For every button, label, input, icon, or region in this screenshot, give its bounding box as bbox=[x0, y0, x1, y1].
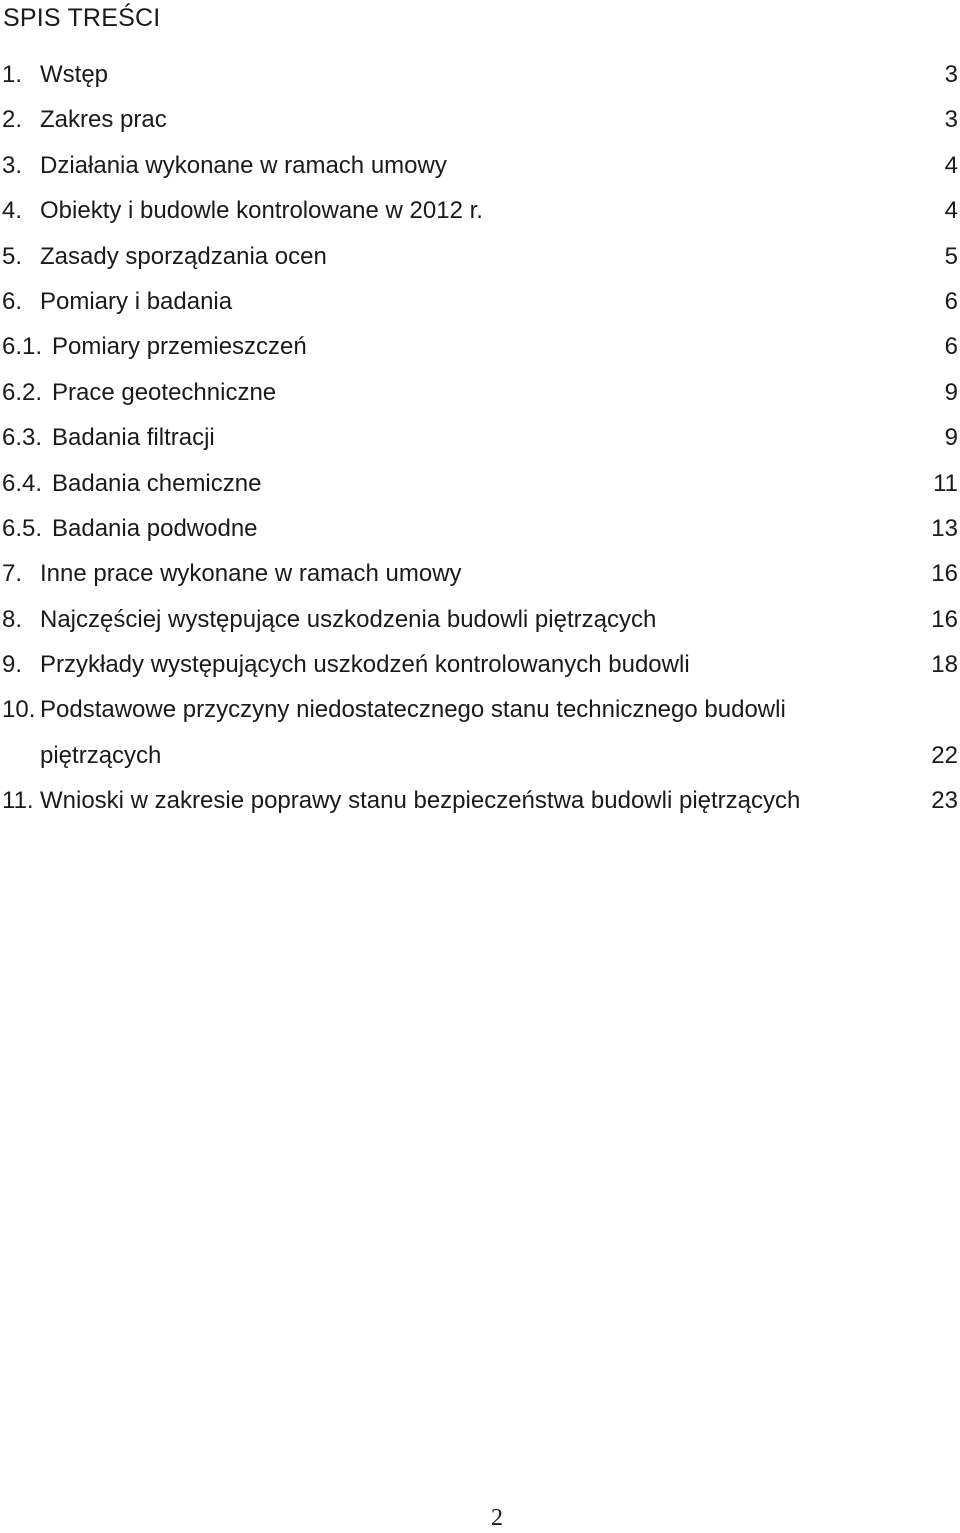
toc-entry-6-4[interactable] bbox=[0, 461, 960, 506]
toc-entry-2[interactable] bbox=[0, 97, 960, 142]
toc-entry-number: 6.4. bbox=[2, 469, 43, 497]
toc-entry-title: Badania chemiczne bbox=[52, 469, 262, 497]
toc-entry-1[interactable] bbox=[0, 52, 960, 97]
toc-entry-title: Zakres prac bbox=[40, 106, 167, 134]
page-title: SPIS TREŚCI bbox=[3, 4, 161, 32]
table-of-contents bbox=[0, 52, 960, 824]
toc-entry-number: 3. bbox=[2, 151, 23, 179]
toc-entry-number: 6.2. bbox=[2, 378, 43, 406]
toc-entry-7[interactable] bbox=[0, 551, 960, 596]
toc-entry-number: 6.3. bbox=[2, 424, 43, 452]
toc-entry-page: 13 bbox=[931, 514, 958, 542]
toc-entry-number: 7. bbox=[2, 560, 23, 588]
toc-entry-number: 10. bbox=[2, 696, 36, 724]
toc-entry-title: Zasady sporządzania ocen bbox=[40, 242, 327, 270]
toc-entry-title: Pomiary przemieszczeń bbox=[52, 333, 307, 361]
toc-entry-page: 18 bbox=[931, 651, 958, 679]
toc-entry-title: Najczęściej występujące uszkodzenia budowli piętrzących bbox=[40, 605, 657, 633]
toc-entry-page: 9 bbox=[944, 424, 958, 452]
toc-entry-page: 3 bbox=[944, 61, 958, 88]
toc-entry-4[interactable] bbox=[0, 188, 960, 233]
toc-entry-page: 5 bbox=[944, 242, 958, 270]
toc-entry-page: 22 bbox=[931, 741, 958, 769]
toc-entry-title: Przykłady występujących uszkodzeń kontrolowanych budowli bbox=[40, 651, 690, 679]
toc-entry-title: Podstawowe przyczyny niedostatecznego stanu technicznego budowli piętrzących bbox=[40, 696, 786, 769]
toc-entry-3[interactable] bbox=[0, 143, 960, 188]
toc-entry-number: 1. bbox=[2, 61, 23, 88]
toc-entry-page: 16 bbox=[931, 605, 958, 633]
toc-entry-number: 6. bbox=[2, 287, 23, 315]
toc-entry-page: 11 bbox=[933, 469, 958, 497]
toc-entry-10[interactable] bbox=[0, 687, 960, 778]
toc-entry-8[interactable] bbox=[0, 597, 960, 642]
toc-entry-title: Wstęp bbox=[40, 61, 109, 88]
toc-entry-title: Badania podwodne bbox=[52, 514, 258, 542]
toc-entry-page: 6 bbox=[944, 333, 958, 361]
toc-entry-6-3[interactable] bbox=[0, 415, 960, 460]
toc-entry-page: 6 bbox=[944, 287, 958, 315]
toc-entry-page: 16 bbox=[931, 560, 958, 588]
toc-entry-6[interactable] bbox=[0, 279, 960, 324]
toc-entry-9[interactable] bbox=[0, 642, 960, 687]
toc-entry-number: 4. bbox=[2, 197, 23, 225]
toc-entry-page: 4 bbox=[944, 151, 958, 179]
toc-entry-title: Badania filtracji bbox=[52, 424, 215, 452]
toc-entry-title: Pomiary i badania bbox=[40, 287, 233, 315]
toc-entry-11[interactable] bbox=[0, 778, 960, 823]
toc-entry-number: 9. bbox=[2, 651, 23, 679]
toc-entry-number: 11. bbox=[2, 787, 34, 815]
toc-entry-number: 6.5. bbox=[2, 514, 43, 542]
toc-entry-page: 3 bbox=[944, 106, 958, 134]
toc-entry-6-5[interactable] bbox=[0, 506, 960, 551]
toc-entry-page: 9 bbox=[944, 378, 958, 406]
page-number: 2 bbox=[491, 1505, 503, 1531]
toc-entry-number: 8. bbox=[2, 605, 23, 633]
toc-entry-6-2[interactable] bbox=[0, 370, 960, 415]
toc-entry-number: 2. bbox=[2, 106, 23, 134]
toc-entry-5[interactable] bbox=[0, 234, 960, 279]
toc-entry-number: 5. bbox=[2, 242, 23, 270]
toc-entry-number: 6.1. bbox=[2, 333, 43, 361]
toc-entry-title: Działania wykonane w ramach umowy bbox=[40, 151, 447, 179]
toc-entry-title: Obiekty i budowle kontrolowane w 2012 r. bbox=[40, 197, 483, 225]
toc-entry-title: Inne prace wykonane w ramach umowy bbox=[40, 560, 462, 588]
toc-entry-title: Prace geotechniczne bbox=[52, 378, 277, 406]
toc-entry-6-1[interactable] bbox=[0, 324, 960, 369]
toc-entry-title: Wnioski w zakresie poprawy stanu bezpieczeństwa budowli piętrzących bbox=[40, 787, 801, 815]
toc-entry-page: 23 bbox=[931, 787, 958, 815]
toc-entry-page: 4 bbox=[944, 197, 958, 225]
